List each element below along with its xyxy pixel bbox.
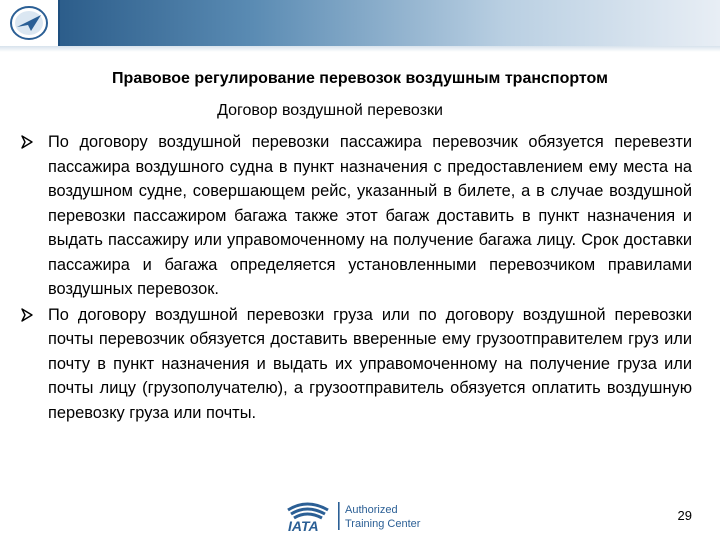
paragraph-text: По договору воздушной перевозки пассажира перевозчик обязуется перевезти пассажира воздушного судна в пункт назначения с предоставлением ему места на воздушном судне, совершающем рейс, указанный в билете, а в случае воздушной перевозки пассажиром багажа также этот багаж доставить в пункт назначения и выдать пассажиру или управомоченному на получение багажа лицу. Срок доставки пассажира и багажа определяется установленными перевозчиком правилами воздушных перевозок. <box>48 133 692 298</box>
plane-logo-icon <box>0 0 60 46</box>
paragraph-passenger <box>20 130 692 302</box>
arrow-bullet-icon <box>20 308 34 322</box>
page-number: 29 <box>677 508 692 523</box>
iata-logo-text: IATA <box>288 518 319 534</box>
globe-icon <box>288 504 328 518</box>
main-content <box>20 130 692 425</box>
logo-tagline-1: Authorized <box>345 504 398 516</box>
paragraph-cargo <box>20 303 692 426</box>
page-subtitle: Договор воздушной перевозки <box>217 102 443 119</box>
logo-tagline-2: Training Center <box>345 518 421 530</box>
header-band <box>0 0 720 46</box>
arrow-bullet-icon <box>20 135 34 149</box>
paragraph-text: По договору воздушной перевозки груза или по договору воздушной перевозки почты перевозчик обязуется доставить вверенные ему грузоотправителем груз или почту в пункт назначения и выдать их управомоченному на получение груза или почты лицу (грузополучателю), а грузоотправитель обязуется оплатить воздушную перевозку груза или почты. <box>48 305 692 422</box>
page-title: Правовое регулирование перевозок воздушным транспортом <box>112 70 608 87</box>
header-band-fade <box>0 46 720 52</box>
iata-logo <box>282 494 432 534</box>
